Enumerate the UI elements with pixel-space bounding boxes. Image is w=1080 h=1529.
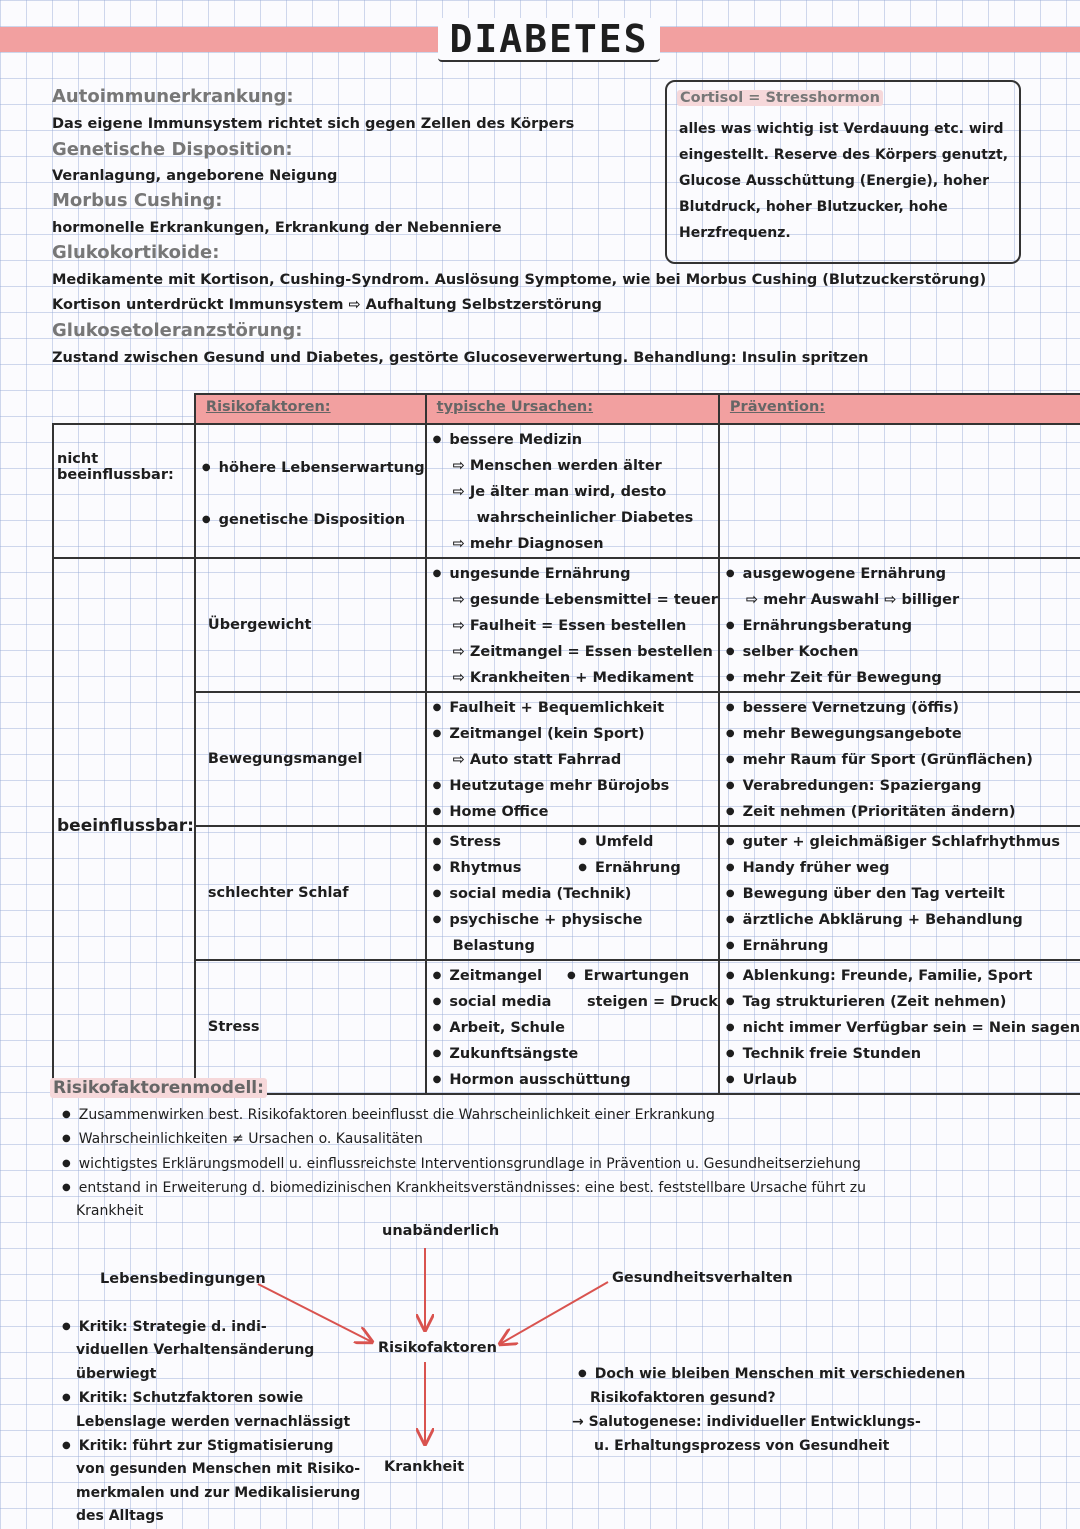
cause-item: ● Hormon ausschüttung xyxy=(427,1067,718,1093)
salutogenese-line: ● Doch wie bleiben Menschen mit verschiedenen xyxy=(572,1362,965,1386)
label-beeinflussbar: beeinflussbar: xyxy=(53,558,195,1094)
cause-item: ● Faulheit + Bequemlichkeit xyxy=(427,695,718,721)
cause-item: ● social media xyxy=(427,989,561,1015)
text-genetisch: Veranlagung, angeborene Neigung xyxy=(52,168,338,184)
prevention-item: ● Ablenkung: Freunde, Familie, Sport xyxy=(720,963,1080,989)
cause-item: ⇨ Je älter man wird, desto xyxy=(452,484,667,500)
text-glukokortikoide-1: Medikamente mit Kortison, Cushing-Syndrom. Auslösung Symptome, wie bei Morbus Cushing (Blutzuckerstörung) xyxy=(52,272,987,288)
factor-bewegungsmangel: Bewegungsmangel xyxy=(195,692,426,826)
header-risikofaktoren: Risikofaktoren: xyxy=(195,394,426,424)
page-title: DIABETES xyxy=(438,18,660,62)
cortisol-line: eingestellt. Reserve des Körpers genutzt, xyxy=(679,147,1009,163)
prevention-item: ● Verabredungen: Spaziergang xyxy=(720,773,1080,799)
cause-item: ⇨ mehr Diagnosen xyxy=(452,536,604,552)
cause-item: ● bessere Medizin xyxy=(427,427,718,453)
cause-item: wahrscheinlicher Diabetes xyxy=(476,510,694,526)
critique-line: merkmalen und zur Medikalisierung xyxy=(76,1484,361,1501)
critique-line: ● Kritik: Schutzfaktoren sowie xyxy=(56,1386,360,1410)
model-bullet: ● Wahrscheinlichkeiten ≠ Ursachen o. Kausalitäten xyxy=(56,1127,866,1151)
salutogenese-line: Risikofaktoren gesund? xyxy=(590,1390,776,1406)
text-glukokortikoide-2: Kortison unterdrückt Immunsystem ⇨ Aufhaltung Selbstzerstörung xyxy=(52,297,602,313)
cortisol-heading: Cortisol = Stresshormon xyxy=(677,90,883,106)
heading-glukokortikoide: Glukokortikoide: xyxy=(52,242,220,263)
diagram-top-label: unabänderlich xyxy=(382,1223,500,1239)
critique-line: ● Kritik: führt zur Stigmatisierung xyxy=(56,1434,360,1458)
cause-item: ● Zeitmangel (kein Sport) xyxy=(427,721,718,747)
prevention-item: ● Ernährungsberatung xyxy=(720,613,1080,639)
cause-item: Belastung xyxy=(452,938,535,954)
label-nicht-beeinflussbar: nicht beeinflussbar: xyxy=(53,424,195,558)
salutogenese-line: → Salutogenese: individueller Entwicklungs- xyxy=(572,1414,921,1430)
diagram-left-label: Lebensbedingungen xyxy=(100,1271,266,1287)
cortisol-line: Herzfrequenz. xyxy=(679,225,791,241)
cause-item: ● Rhytmus xyxy=(427,855,573,881)
critique-line: überwiegt xyxy=(76,1365,157,1382)
cause-item: ● social media (Technik) xyxy=(427,881,718,907)
critique-list xyxy=(56,1315,360,1529)
text-glukosetoleranz: Zustand zwischen Gesund und Diabetes, gestörte Glucoseverwertung. Behandlung: Insulin spritzen xyxy=(52,350,869,366)
prevention-item: ● Ernährung xyxy=(720,933,1080,959)
cause-item: ● Umfeld xyxy=(572,829,718,855)
cause-item: ● Heutzutage mehr Bürojobs xyxy=(427,773,718,799)
cause-item: ● psychische + physische xyxy=(427,907,718,933)
cause-item: steigen = Druck xyxy=(587,994,718,1010)
cortisol-line: Glucose Ausschüttung (Energie), hoher xyxy=(679,173,989,189)
model-bullet: ● Zusammenwirken best. Risikofaktoren beeinflusst die Wahrscheinlichkeit einer Erkrankung xyxy=(56,1103,866,1127)
cause-item: ● Erwartungen xyxy=(561,963,718,989)
header-ursachen: typische Ursachen: xyxy=(426,394,719,424)
cortisol-line: Blutdruck, hoher Blutzucker, hohe xyxy=(679,199,948,215)
critique-line: von gesunden Menschen mit Risiko- xyxy=(76,1461,361,1478)
factor-uebergewicht: Übergewicht xyxy=(195,558,426,692)
text-autoimmun: Das eigene Immunsystem richtet sich gegen Zellen des Körpers xyxy=(52,116,575,132)
prevention-item: ● Handy früher weg xyxy=(720,855,1080,881)
arrow-right xyxy=(500,1282,608,1344)
heading-morbus-cushing: Morbus Cushing: xyxy=(52,190,223,211)
cause-item: ⇨ Zeitmangel = Essen bestellen xyxy=(452,644,713,660)
cause-item: ● Zukunftsängste xyxy=(427,1041,718,1067)
cause-item: ● ungesunde Ernährung xyxy=(427,561,718,587)
cause-item: ● Zeitmangel xyxy=(427,963,561,989)
factor-stress: Stress xyxy=(195,960,426,1094)
prevention-item: ● guter + gleichmäßiger Schlafrhythmus xyxy=(720,829,1080,855)
prevention-item: ● mehr Bewegungsangebote xyxy=(720,721,1080,747)
model-bullet: ● wichtigstes Erklärungsmodell u. einflussreichste Interventionsgrundlage in Prävention u. Gesundheitserziehung xyxy=(56,1152,866,1176)
prevention-item: ● mehr Raum für Sport (Grünflächen) xyxy=(720,747,1080,773)
prevention-item: ● selber Kochen xyxy=(720,639,1080,665)
prevention-item: ● mehr Zeit für Bewegung xyxy=(720,665,1080,691)
critique-line: Lebenslage werden vernachlässigt xyxy=(76,1413,351,1430)
prevention-item: ● Tag strukturieren (Zeit nehmen) xyxy=(720,989,1080,1015)
factor-schlechter-schlaf: schlechter Schlaf xyxy=(195,826,426,960)
prevention-item: ● Zeit nehmen (Prioritäten ändern) xyxy=(720,799,1080,825)
prevention-item: ⇨ mehr Auswahl ⇨ billiger xyxy=(745,592,960,608)
prevention-item: ● ärztliche Abklärung + Behandlung xyxy=(720,907,1080,933)
cause-item: ● Home Office xyxy=(427,799,718,825)
heading-autoimmun: Autoimmunerkrankung: xyxy=(52,86,294,107)
prevention-item: ● bessere Vernetzung (öffis) xyxy=(720,695,1080,721)
prevention-item: ● ausgewogene Ernährung xyxy=(720,561,1080,587)
critique-line: viduellen Verhaltensänderung xyxy=(76,1342,315,1359)
cause-item: ⇨ Faulheit = Essen bestellen xyxy=(452,618,687,634)
cause-item: ⇨ Auto statt Fahrrad xyxy=(452,752,622,768)
prevention-item: ● nicht immer Verfügbar sein = Nein sagen xyxy=(720,1015,1080,1041)
model-heading-text: Risikofaktorenmodell: xyxy=(50,1078,267,1098)
factor-genetisch: ● genetische Disposition xyxy=(196,507,425,533)
cortisol-line: alles was wichtig ist Verdauung etc. wird xyxy=(679,121,1004,137)
factor-lebenserwartung: ● höhere Lebenserwartung xyxy=(196,455,425,481)
model-bullet-cont: Krankheit xyxy=(76,1203,144,1219)
heading-glukosetoleranz: Glukosetoleranzstörung: xyxy=(52,320,303,341)
cause-item: ⇨ Krankheiten + Medikament xyxy=(452,670,694,686)
prevention-item: ● Urlaub xyxy=(720,1067,1080,1093)
cause-item: ⇨ Menschen werden älter xyxy=(452,458,662,474)
critique-line: ● Kritik: Strategie d. indi- xyxy=(56,1315,360,1339)
diagram-bottom-label: Krankheit xyxy=(384,1459,465,1475)
model-bullet: ● entstand in Erweiterung d. biomedizinischen Krankheitsverständnisses: eine best. feststellbare Ursache führt zu xyxy=(56,1176,866,1200)
prevention-item: ● Bewegung über den Tag verteilt xyxy=(720,881,1080,907)
cause-item: ● Stress xyxy=(427,829,573,855)
cause-item: ⇨ gesunde Lebensmittel = teuer xyxy=(452,592,718,608)
cause-item: ● Arbeit, Schule xyxy=(427,1015,718,1041)
critique-line: des Alltags xyxy=(76,1508,164,1525)
cause-item: ● Ernährung xyxy=(572,855,718,881)
text-morbus-cushing: hormonelle Erkrankungen, Erkrankung der Nebenniere xyxy=(52,220,502,236)
prevention-item: ● Technik freie Stunden xyxy=(720,1041,1080,1067)
heading-genetisch: Genetische Disposition: xyxy=(52,139,293,160)
diagram-right-label: Gesundheitsverhalten xyxy=(612,1270,793,1286)
header-praevention: Prävention: xyxy=(719,394,1080,424)
salutogenese-line: u. Erhaltungsprozess von Gesundheit xyxy=(594,1438,890,1454)
salutogenese-block xyxy=(572,1362,965,1458)
diagram-center-label: Risikofaktoren xyxy=(378,1340,497,1356)
